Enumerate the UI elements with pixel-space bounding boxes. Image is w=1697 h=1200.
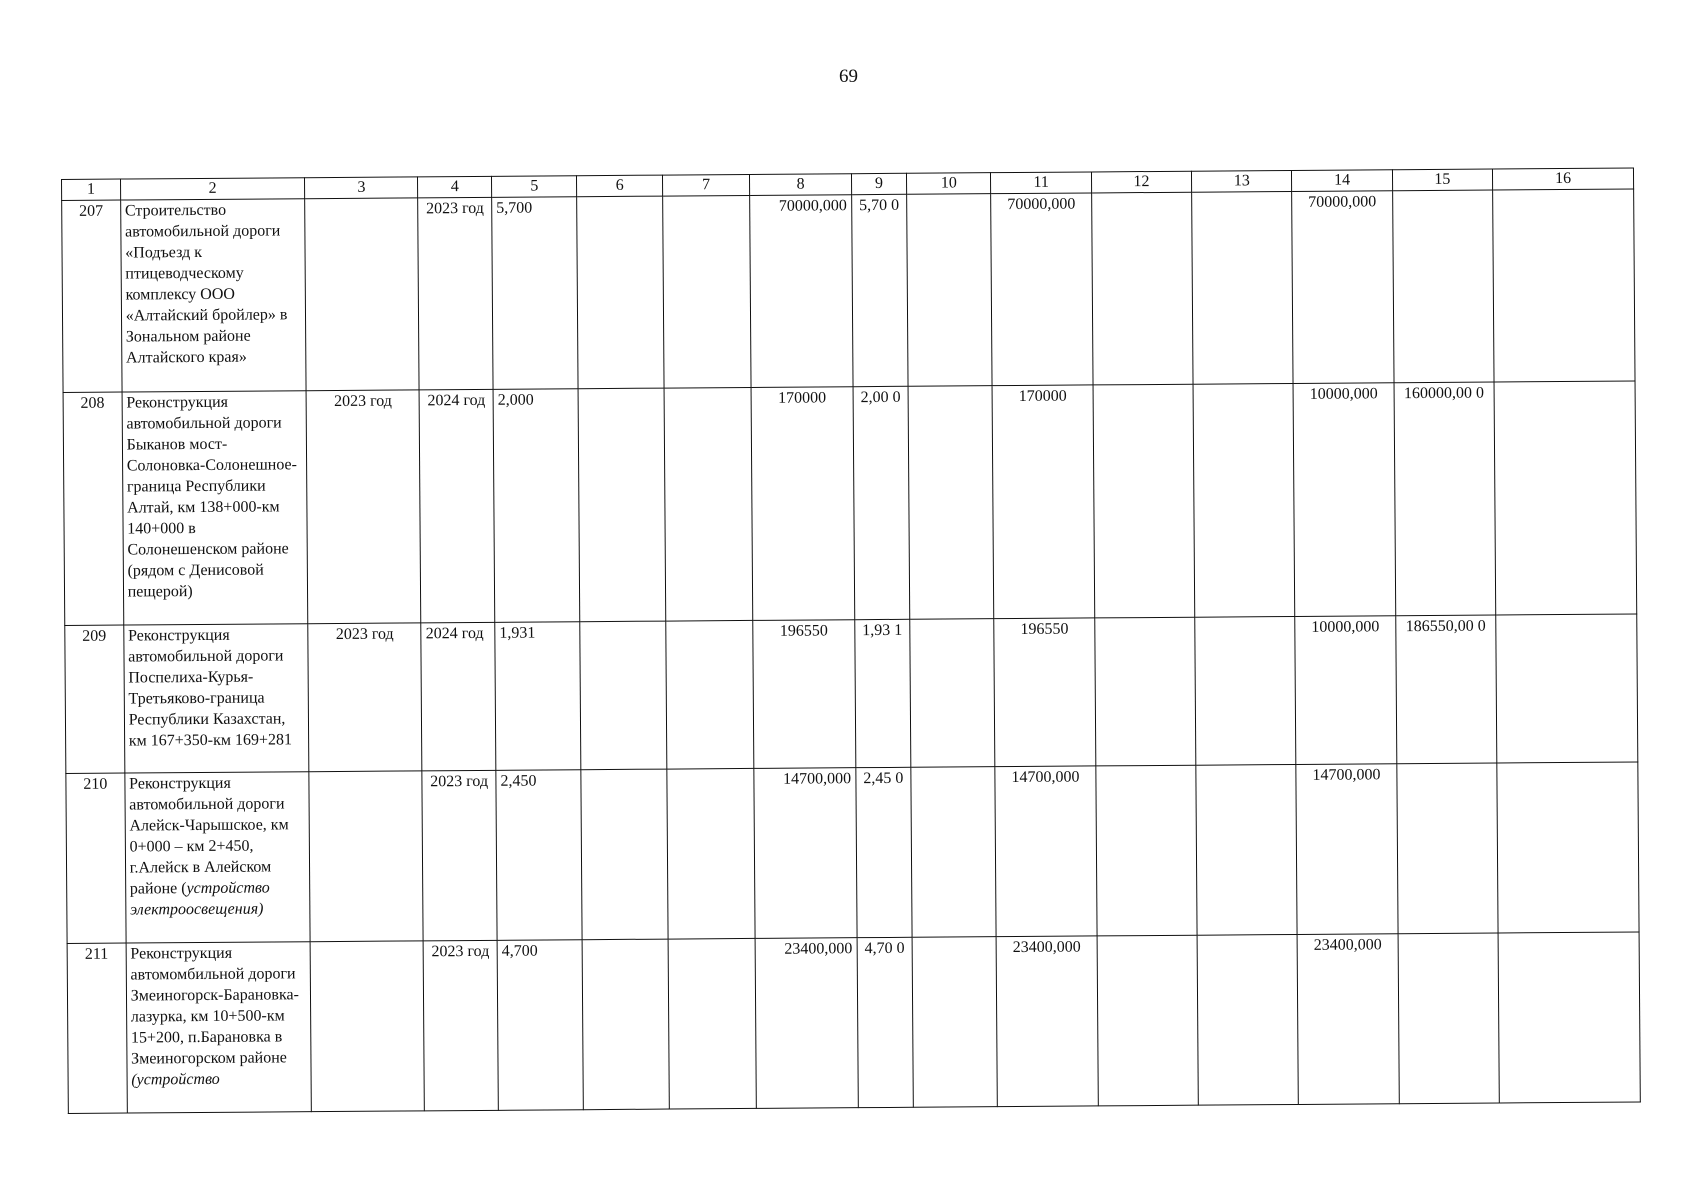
column-header-2: 2 (120, 178, 305, 200)
cell-col-14: 10000,000 (1295, 616, 1396, 765)
page-number: 69 (839, 66, 858, 87)
cell-col-15 (1392, 190, 1494, 383)
cell-col-10 (908, 386, 994, 620)
cell-col-16 (1494, 381, 1637, 615)
register-table-wrapper (61, 167, 1641, 1114)
cell-col-9: 2,00 0 (853, 386, 910, 619)
cell-col-9: 1,93 1 (854, 619, 911, 767)
column-header-15: 15 (1392, 169, 1492, 191)
column-header-11: 11 (991, 172, 1091, 194)
cell-col-13 (1195, 616, 1296, 765)
cell-col-13 (1196, 764, 1298, 935)
cell-col-3 (305, 198, 420, 391)
column-header-5: 5 (492, 176, 578, 198)
cell-col-9: 2,45 0 (856, 767, 913, 937)
column-header-8: 8 (750, 174, 852, 196)
table-row (63, 381, 1637, 626)
row-number: 210 (66, 773, 126, 943)
object-name: Реконструкция автомомбильной дороги Змеиногорск-Барановка-лазурка, км 10+500-км 15+200, п.Барановка в Змеиногорском районе (устройство (126, 942, 312, 1113)
cell-col-5: 2,000 (493, 389, 580, 623)
cell-col-16 (1497, 762, 1639, 933)
cell-col-3 (310, 941, 424, 1112)
cell-col-4: 2023 год (422, 770, 497, 941)
cell-col-6 (580, 621, 666, 770)
cell-col-7 (668, 938, 757, 1109)
table-row (65, 614, 1638, 774)
row-number: 211 (67, 943, 127, 1113)
cell-col-12 (1096, 765, 1198, 936)
cell-col-6 (583, 939, 670, 1110)
register-table (61, 167, 1641, 1114)
row-number: 209 (65, 625, 125, 773)
cell-col-4: 2024 год (419, 389, 494, 623)
column-header-16: 16 (1492, 168, 1633, 190)
cell-col-10 (911, 767, 997, 938)
cell-col-15 (1397, 763, 1499, 934)
cell-col-15 (1398, 933, 1500, 1104)
table-row (62, 189, 1635, 393)
cell-col-3: 2023 год (306, 390, 421, 624)
cell-col-7 (662, 195, 751, 388)
table-body (62, 189, 1641, 1113)
cell-col-3 (309, 771, 423, 942)
cell-col-12 (1095, 617, 1196, 766)
cell-col-15: 160000,00 0 (1394, 382, 1496, 616)
column-header-7: 7 (662, 174, 750, 196)
cell-col-6 (581, 769, 668, 940)
cell-col-10 (907, 194, 993, 387)
cell-col-16 (1493, 189, 1635, 382)
cell-col-9: 5,70 0 (851, 194, 908, 386)
object-name: Реконструкция автомобильной дороги Алейск-Чарышское, км 0+000 – км 2+450, г.Алейск в Алейском районе (устройство электроосвещения) (125, 772, 311, 943)
cell-col-3: 2023 год (308, 623, 422, 772)
cell-col-13 (1197, 934, 1299, 1105)
cell-col-12 (1097, 935, 1199, 1106)
cell-col-5: 1,931 (495, 622, 581, 771)
cell-col-8: 14700,000 (754, 768, 857, 939)
object-name: Реконструкция автомобильной дороги Быканов мост-Солоновка-Солонешное-граница Республики Алтай, км 138+000-км 140+000 в Солонешенском районе (рядом с Денисовой пещерой) (122, 391, 308, 625)
cell-col-12 (1091, 192, 1193, 385)
cell-col-7 (666, 620, 755, 769)
row-number: 208 (63, 392, 123, 625)
cell-col-11: 70000,000 (991, 193, 1093, 386)
cell-col-11: 14700,000 (995, 766, 1097, 937)
cell-col-9: 4,70 0 (857, 937, 914, 1107)
column-header-13: 13 (1192, 170, 1292, 192)
cell-col-13 (1192, 191, 1294, 384)
cell-col-5: 5,700 (492, 197, 579, 390)
cell-col-10 (910, 619, 995, 768)
column-header-10: 10 (907, 173, 991, 195)
cell-col-4: 2024 год (421, 622, 496, 771)
cell-col-11: 170000 (992, 385, 1094, 619)
cell-col-7 (667, 768, 756, 939)
cell-col-12 (1093, 384, 1195, 618)
column-header-1: 1 (62, 179, 121, 200)
column-header-6: 6 (577, 175, 663, 197)
cell-col-5: 2,450 (496, 770, 583, 941)
cell-col-14: 70000,000 (1292, 191, 1394, 384)
cell-col-14: 10000,000 (1293, 383, 1395, 617)
column-header-4: 4 (418, 176, 492, 198)
cell-col-8: 23400,000 (755, 938, 858, 1109)
cell-col-8: 196550 (753, 620, 855, 769)
table-row (67, 932, 1640, 1114)
cell-col-15: 186550,00 0 (1395, 615, 1496, 764)
column-header-3: 3 (305, 177, 418, 199)
cell-col-13 (1193, 383, 1295, 617)
column-header-12: 12 (1091, 171, 1191, 193)
cell-col-4: 2023 год (424, 940, 499, 1111)
object-name: Реконструкция автомобильной дороги Поспелиха-Курья-Третьяково-граница Республики Казахстан, км 167+350-км 169+281 (123, 624, 309, 773)
object-name: Строительство автомобильной дороги «Подъезд к птицеводческому комплексу ООО «Алтайский бройлер» в Зональном районе Алтайского края» (120, 199, 306, 392)
column-header-14: 14 (1292, 170, 1392, 192)
cell-col-6 (578, 388, 665, 622)
cell-col-11: 23400,000 (997, 936, 1099, 1107)
cell-col-16 (1498, 932, 1640, 1103)
cell-col-14: 23400,000 (1297, 934, 1399, 1105)
cell-col-14: 14700,000 (1296, 764, 1398, 935)
cell-col-11: 196550 (994, 618, 1095, 767)
cell-col-7 (664, 387, 753, 621)
cell-col-16 (1496, 614, 1638, 763)
cell-col-5: 4,700 (497, 940, 584, 1111)
table-row (66, 762, 1639, 944)
row-number: 207 (62, 200, 122, 392)
cell-col-8: 170000 (751, 387, 854, 621)
cell-col-6 (577, 196, 664, 389)
column-header-9: 9 (851, 173, 907, 194)
cell-col-8: 70000,000 (750, 195, 853, 388)
cell-col-10 (912, 937, 998, 1108)
cell-col-4: 2023 год (418, 197, 493, 390)
